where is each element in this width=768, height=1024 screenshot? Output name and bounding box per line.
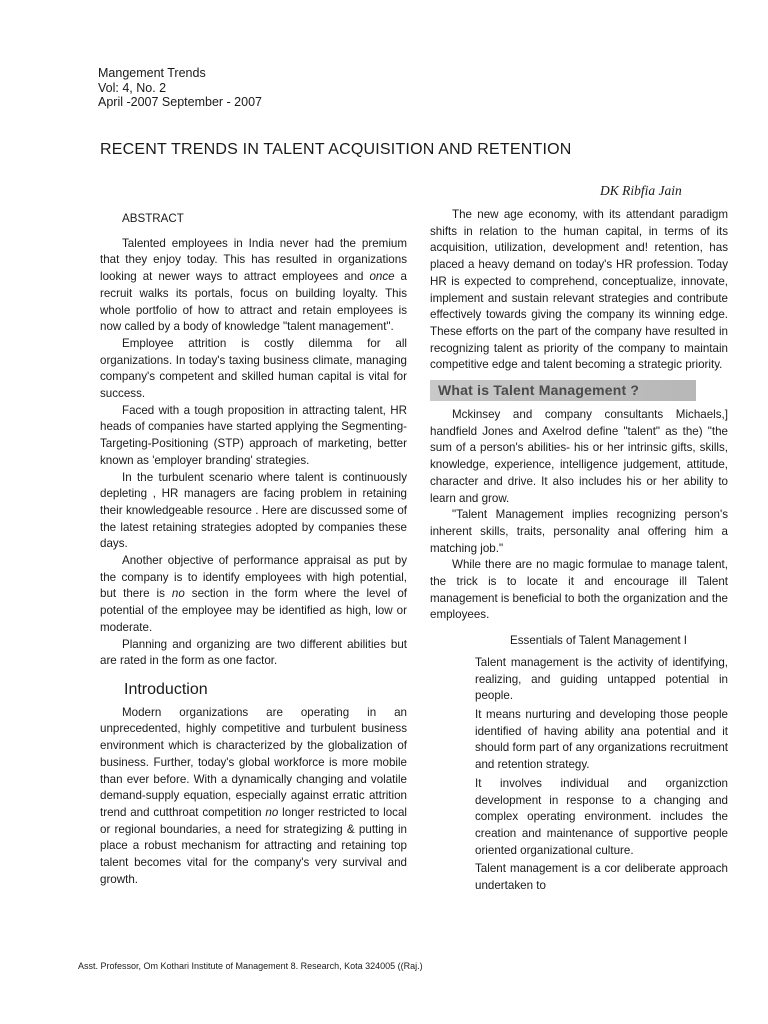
essentials-item: Talent management is the activity of identifying, realizing, and guiding untapped potential in people. (475, 655, 728, 703)
journal-header (98, 66, 262, 110)
section-banner: What is Talent Management ? (430, 380, 696, 401)
journal-volume: Vol: 4, No. 2 (98, 80, 167, 95)
essentials-item: Talent management is a cor deliberate approach undertaken to (475, 862, 728, 893)
abstract-paragraph: Another objective of performance appraisal as put by the company is to identify employees with high potential, but there is no section in the form where the level of potential of the employee may be identified as high, low or moderate. (100, 554, 407, 634)
abstract-paragraph: Employee attrition is costly dilemma for all organizations. In today's taxing business climate, managing company's competent and skilled human capital is vital for success. (100, 336, 407, 401)
essentials-heading: Essentials of Talent Management I (510, 634, 688, 648)
abstract-paragraph: In the turbulent scenario where talent is continuously depleting , HR managers are facing problem in retaining their knowledgeable resource . Here are discussed some of the latest retaining strategies adopted by companies these days. (100, 470, 407, 551)
abstract-heading: ABSTRACT (122, 212, 184, 225)
introduction-paragraph: Modern organizations are operating in an unprecedented, highly competitive and turbulent business environment which is characterized by the globalization of business. Further, today's global workforce is more mobile than ever before. With a dynamically changing and volatile demand-supply equation, especially against erratic attrition trend and cutthroat competition no longer restricted to local or regional boundaries, a need for strategizing & putting in place a robust mechanism for attracting and retaining top talent becomes vital for the company's very survival and growth. (100, 705, 407, 886)
essentials-item: It means nurturing and developing those people identified of having ability ana potential and it should form part of any organizations recruitment and retention strategy. (475, 707, 728, 772)
left-column (100, 209, 407, 888)
body-paragraph: "Talent Management implies recognizing person's inherent skills, traits, personality anal offering him a matching job." (430, 508, 728, 555)
body-paragraph: The new age economy, with its attendant paradigm shifts in relation to the human capital, in terms of its acquisition, utilization, development and! retention, has placed a heavy demand on today's HR profession. Today HR is expected to comprehend, conceptualize, innovate, implement and sustain relevant strategies and contribute effectively towards giving the company its winning edge. These efforts on the part of the company have resulted in recognizing talent as priority of the company to maintain competitive edge and talent becoming a strategic priority. (430, 208, 728, 372)
body-paragraph: Mckinsey and company consultants Michaels,] handfield Jones and Axelrod define "talent" as the) "the sum of a person's abilities- his or her intrinsic gifts, skills, knowledge, experience, intelligence judgement, attitude, character and drive. It also includes his or her ability to learn and grow. (430, 408, 728, 505)
page-footer: Asst. Professor, Om Kothari Institute of Management 8. Research, Kota 324005 ((Raj.) (78, 961, 423, 971)
essentials-item: It involves individual and organizction development in response to a changing and complex operating environment. includes the creation and maintenance of supportive people oriented organizational culture. (475, 776, 728, 857)
journal-period: April -2007 September - 2007 (98, 95, 262, 109)
article-title: RECENT TRENDS IN TALENT ACQUISITION AND RETENTION (100, 141, 572, 158)
body-paragraph: While there are no magic formulae to manage talent, the trick is to locate it and encourage ill Talent management is beneficial to both the organization and the employees. (430, 558, 728, 622)
abstract-paragraph: Faced with a tough proposition in attracting talent, HR heads of companies have started applying the Segmenting- Targeting-Positioning (STP) approach of marketing, better known as 'employer branding' strategies. (100, 403, 407, 467)
essentials-list (475, 655, 728, 895)
right-column (430, 207, 728, 897)
author-name: DK Ribfia Jain (600, 183, 682, 198)
abstract-paragraph: Planning and organizing are two different abilities but are rated in the form as one factor. (100, 637, 407, 668)
journal-name: Mangement Trends (98, 66, 206, 80)
introduction-heading: Introduction (124, 680, 208, 698)
abstract-paragraph: Talented employees in India never had the premium that they enjoy today. This has resulted in organizations looking at newer ways to attract employees and once a recruit walks its portals, focus on building loyalty. This whole portfolio of how to attract and retain employees is now called by a body of knowledge "talent management". (100, 236, 408, 334)
